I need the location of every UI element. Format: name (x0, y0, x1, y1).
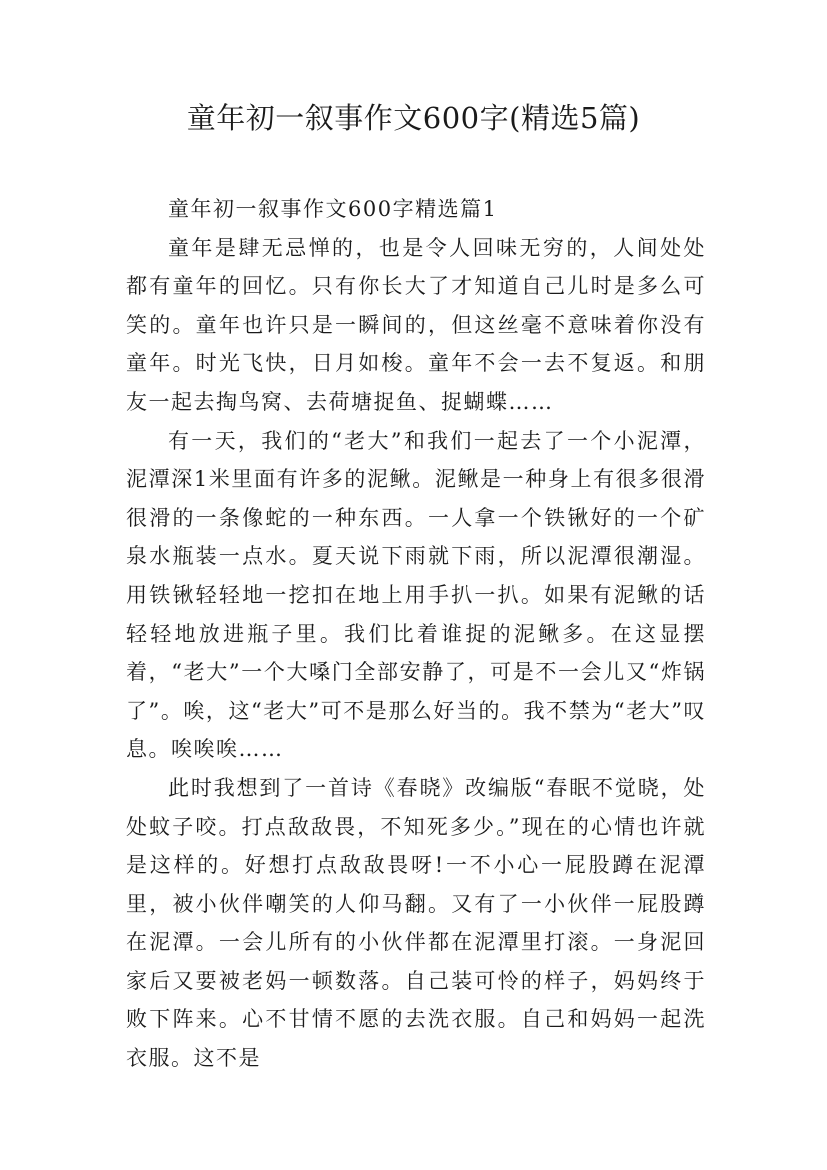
section-heading: 童年初一叙事作文600字精选篇1 (168, 197, 498, 221)
document-title: 童年初一叙事作文600字(精选5篇) (186, 101, 641, 135)
paragraph: 此时我想到了一首诗《春晓》改编版“春眠不觉晓，处处蚊子咬。打点敌敌畏，不知死多少。”现在的心情也许就是这样的。好想打点敌敌畏呀!一不小心一屁股蹲在泥潭里，被小伙伴嘲笑的人仰马翻。又有了一小伙伴一屁股蹲在泥潭。一会儿所有的小伙伴都在泥潭里打滚。一身泥回家后又要被老妈一顿数落。自己装可怜的样子，妈妈终于败下阵来。心不甘情不愿的去洗衣服。自己和妈妈一起洗衣服。这不是 (126, 775, 706, 1071)
document-body (126, 190, 706, 1078)
paragraph: 有一天，我们的“老大”和我们一起去了一个小泥潭，泥潭深1米里面有许多的泥鳅。泥鳅是一种身上有很多很滑很滑的一条像蛇的一种东西。一人拿一个铁锹好的一个矿泉水瓶装一点水。夏天说下雨就下雨，所以泥潭很潮湿。用铁锹轻轻地一挖扣在地上用手扒一扒。如果有泥鳅的话轻轻地放进瓶子里。我们比着谁捉的泥鳅多。在这显摆着，“老大”一个大嗓门全部安静了，可是不一会儿又“炸锅了”。唉，这“老大”可不是那么好当的。我不禁为“老大”叹息。唉唉唉…… (126, 428, 706, 762)
paragraph: 童年是肆无忌惮的，也是令人回味无穷的，人间处处都有童年的回忆。只有你长大了才知道自己儿时是多么可笑的。童年也许只是一瞬间的，但这丝毫不意味着你没有童年。时光飞快，日月如梭。童年不会一去不复返。和朋友一起去掏鸟窝、去荷塘捉鱼、捉蝴蝶…… (126, 235, 706, 414)
